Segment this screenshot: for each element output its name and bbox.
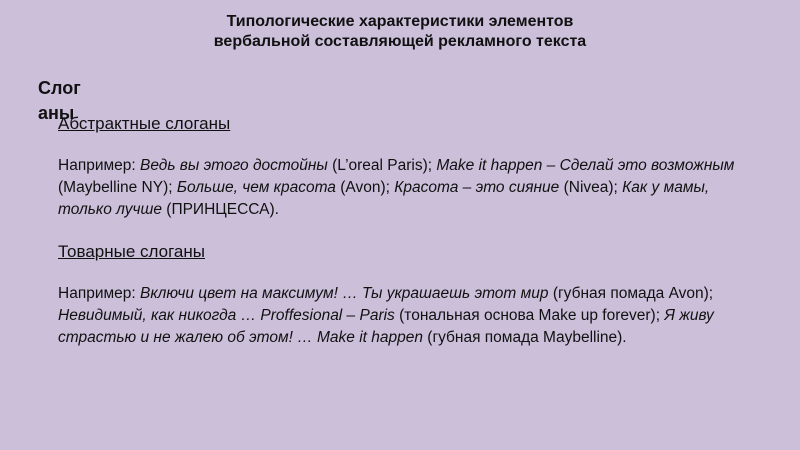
slogan-source: (L’oreal Paris);: [327, 157, 437, 174]
spacer: [58, 221, 748, 241]
slogan-source: (Maybelline NY);: [58, 179, 177, 196]
slogans-label: Слоганы: [38, 78, 81, 123]
slogan-quote: Включи цвет на максимум! … Ты украшаешь этот мир: [140, 285, 549, 302]
slogan-quote: Make it happen – Сделай это возможным: [436, 157, 735, 174]
slogan-source: Например:: [58, 285, 140, 302]
slogan-quote: Невидимый, как никогда … Proffesional – Paris: [58, 307, 395, 324]
section-heading-product: Товарные слоганы: [58, 242, 205, 261]
section-heading-abstract: Абстрактные слоганы: [58, 114, 231, 133]
spacer: [58, 263, 748, 283]
slogan-source: (губная помада Avon);: [548, 285, 714, 302]
slogan-source: Например:: [58, 157, 140, 174]
title-line-2: вербальной составляющей рекламного текста: [213, 33, 587, 50]
slogan-quote: Ведь вы этого достойны: [140, 157, 328, 174]
spacer: [58, 135, 748, 155]
title-line-1: Типологические характеристики элементов: [226, 13, 574, 30]
slide-title: [140, 12, 660, 52]
slogan-source: (Avon);: [335, 179, 395, 196]
section-text-abstract: [58, 155, 748, 221]
slogan-quote: Как у мамы, только лучше: [58, 179, 710, 218]
slogan-quote: Красота – это сияние: [394, 179, 560, 196]
slogan-quote: Больше, чем красота: [176, 179, 336, 196]
slogan-quote: Я живу страстью и не жалею об этом! … Make it happen: [58, 307, 714, 346]
slogan-source: (тональная основа Make up forever);: [394, 307, 665, 324]
slogan-source: (ПРИНЦЕССА).: [161, 201, 279, 218]
content-body: [58, 113, 748, 349]
section-text-product: [58, 283, 748, 349]
slogan-source: (Nivea);: [559, 179, 623, 196]
slogan-source: (губная помада Maybelline).: [422, 329, 627, 346]
